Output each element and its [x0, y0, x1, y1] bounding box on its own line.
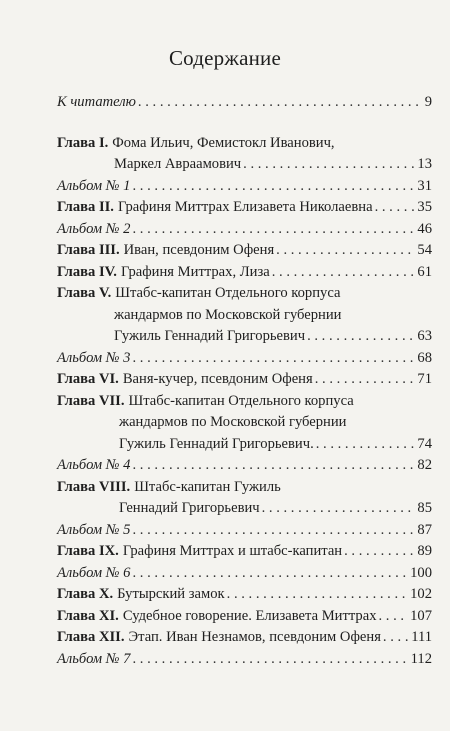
leader-dots	[262, 498, 416, 520]
toc-entry[interactable]	[57, 240, 432, 262]
toc-entry[interactable]	[57, 348, 432, 370]
page-number: 46	[417, 220, 432, 237]
leader-dots	[132, 563, 408, 585]
page-number: 87	[417, 521, 432, 538]
toc-entry-line	[57, 305, 432, 327]
entry-title: Графиня Миттрах Елизавета Николаевна	[117, 199, 373, 215]
entry-title: жандармов по Московской губернии	[114, 306, 342, 323]
chapter-label: Глава V.	[57, 285, 112, 301]
chapter-label: Глава VII.	[57, 392, 125, 409]
toc-entry-line	[57, 369, 432, 391]
page-number: 74	[417, 435, 432, 452]
leader-dots	[276, 240, 415, 262]
chapter-label: Глава VI.	[57, 371, 119, 387]
entry-title: К читателю	[57, 94, 136, 110]
toc-entry-line	[57, 133, 432, 155]
toc-entry[interactable]	[57, 520, 432, 542]
page-number: 13	[417, 156, 432, 172]
page-number: 85	[417, 500, 432, 516]
entry-title: Штабс-капитан Отдельного корпуса	[115, 285, 341, 301]
chapter-label: Глава VIII.	[57, 478, 131, 495]
entry-title: Альбом № 1	[57, 177, 131, 194]
page-number: 35	[417, 199, 432, 215]
toc-entry[interactable]	[57, 627, 432, 649]
entry-title: Штабс-капитан Отдельного корпуса	[128, 392, 354, 409]
toc-entry-line	[57, 498, 432, 520]
page-number: 63	[417, 328, 432, 344]
entry-title: Бутырский замок	[117, 586, 225, 602]
toc-entry-line	[57, 541, 432, 563]
entry-title: Альбом № 6	[57, 564, 131, 581]
chapter-label: Глава XI.	[57, 607, 119, 624]
chapter-label: Глава XII.	[57, 629, 125, 645]
page-number: 100	[410, 564, 432, 581]
toc-entry[interactable]	[57, 584, 432, 606]
leader-dots	[132, 520, 415, 542]
page-number: 107	[410, 607, 432, 624]
chapter-label: Глава III.	[57, 242, 120, 258]
leader-dots	[307, 326, 415, 348]
entry-title: Ваня-кучер, псевдоним Офеня	[122, 371, 313, 387]
leader-dots	[344, 541, 415, 563]
page-number: 89	[417, 543, 432, 559]
toc-entry-line	[57, 391, 432, 413]
toc-entry-line	[57, 262, 432, 284]
toc-entry-line	[57, 219, 432, 241]
chapter-label: Глава X.	[57, 586, 114, 602]
entry-title: Альбом № 7	[57, 650, 131, 667]
toc-entry[interactable]	[57, 262, 432, 284]
toc-entry-line	[57, 412, 432, 434]
page-number: 9	[424, 94, 432, 110]
toc-entry[interactable]	[57, 606, 432, 628]
entry-title: Альбом № 3	[57, 349, 131, 366]
page-number: 54	[417, 242, 432, 258]
toc-entry-line	[57, 154, 432, 176]
page-title: Содержание	[168, 46, 282, 70]
page-number: 102	[410, 586, 432, 602]
toc-entry[interactable]	[57, 176, 432, 198]
entry-title: Судебное говорение. Елизавета Миттрах	[122, 607, 377, 624]
page-number: 68	[417, 349, 432, 366]
toc-entry[interactable]	[57, 133, 432, 176]
entry-title: Геннадий Григорьевич	[119, 500, 260, 516]
entry-title: Маркел Авраамович	[114, 156, 242, 172]
toc-entry[interactable]	[57, 197, 432, 219]
leader-dots	[383, 627, 409, 649]
leader-dots	[379, 606, 409, 628]
entry-title: Фома Ильич, Фемистокл Иванович,	[112, 134, 335, 151]
toc-entry[interactable]	[57, 563, 432, 585]
toc-entry-line	[57, 176, 432, 198]
toc-entry[interactable]	[57, 283, 432, 348]
toc-entry-line	[57, 326, 432, 348]
toc-entry[interactable]	[57, 219, 432, 241]
page-number: 111	[411, 629, 432, 645]
page-number: 61	[417, 263, 432, 280]
toc-entry-line	[57, 283, 432, 305]
toc-entry[interactable]	[57, 455, 432, 477]
chapter-label: Глава IX.	[57, 543, 119, 559]
entry-title: Альбом № 4	[57, 457, 131, 473]
leader-dots	[132, 348, 415, 370]
toc-entry-line	[57, 584, 432, 606]
toc-entry-line	[57, 606, 432, 628]
page-number: 71	[417, 371, 432, 387]
toc-entry-line	[57, 348, 432, 370]
leader-dots	[132, 176, 415, 198]
leader-dots	[375, 197, 416, 219]
leader-dots	[243, 154, 415, 176]
page-number: 31	[417, 177, 432, 194]
entry-title: жандармов по Московской губернии	[119, 414, 347, 430]
toc-entry-line	[57, 477, 432, 499]
section-gap	[57, 114, 432, 133]
toc-entry[interactable]	[57, 649, 432, 671]
chapter-label: Глава IV.	[57, 263, 117, 280]
leader-dots	[272, 262, 416, 284]
entry-title: Гужиль Геннадий Григорьевич	[114, 328, 306, 344]
entry-title: Штабс-капитан Гужиль	[134, 478, 281, 495]
leader-dots	[316, 434, 416, 456]
entry-title: Гужиль Геннадий Григорьевич.	[119, 435, 314, 452]
toc-entry-line	[57, 563, 432, 585]
chapter-label: Глава I.	[57, 134, 109, 151]
toc-entry-line	[57, 197, 432, 219]
toc-entry[interactable]	[57, 391, 432, 456]
entry-title: Этап. Иван Незнамов, псевдоним Офеня	[128, 629, 381, 645]
leader-dots	[315, 369, 416, 391]
entry-title: Альбом № 2	[57, 220, 131, 237]
page-number: 112	[410, 650, 432, 667]
toc-entry[interactable]	[57, 92, 432, 114]
entry-title: Иван, псевдоним Офеня	[123, 242, 275, 258]
leader-dots	[132, 219, 415, 241]
entry-title: Графиня Миттрах и штабс-капитан	[122, 543, 343, 559]
leader-dots	[227, 584, 408, 606]
leader-dots	[132, 455, 415, 477]
entry-title: Альбом № 5	[57, 521, 131, 538]
chapter-label: Глава II.	[57, 199, 114, 215]
toc-entry[interactable]	[57, 477, 432, 520]
toc-entry-line	[57, 627, 432, 649]
entry-title: Графиня Миттрах, Лиза	[120, 263, 270, 280]
leader-dots	[138, 92, 423, 114]
toc-entry[interactable]	[57, 369, 432, 391]
leader-dots	[132, 649, 408, 671]
toc-entry-line	[57, 649, 432, 671]
toc-entry-line	[57, 520, 432, 542]
table-of-contents	[57, 92, 432, 670]
toc-entry[interactable]	[57, 541, 432, 563]
toc-entry-line	[57, 240, 432, 262]
page-number: 82	[417, 457, 432, 473]
toc-entry-line	[57, 455, 432, 477]
toc-entry-line	[57, 434, 432, 456]
toc-entry-line	[57, 92, 432, 114]
